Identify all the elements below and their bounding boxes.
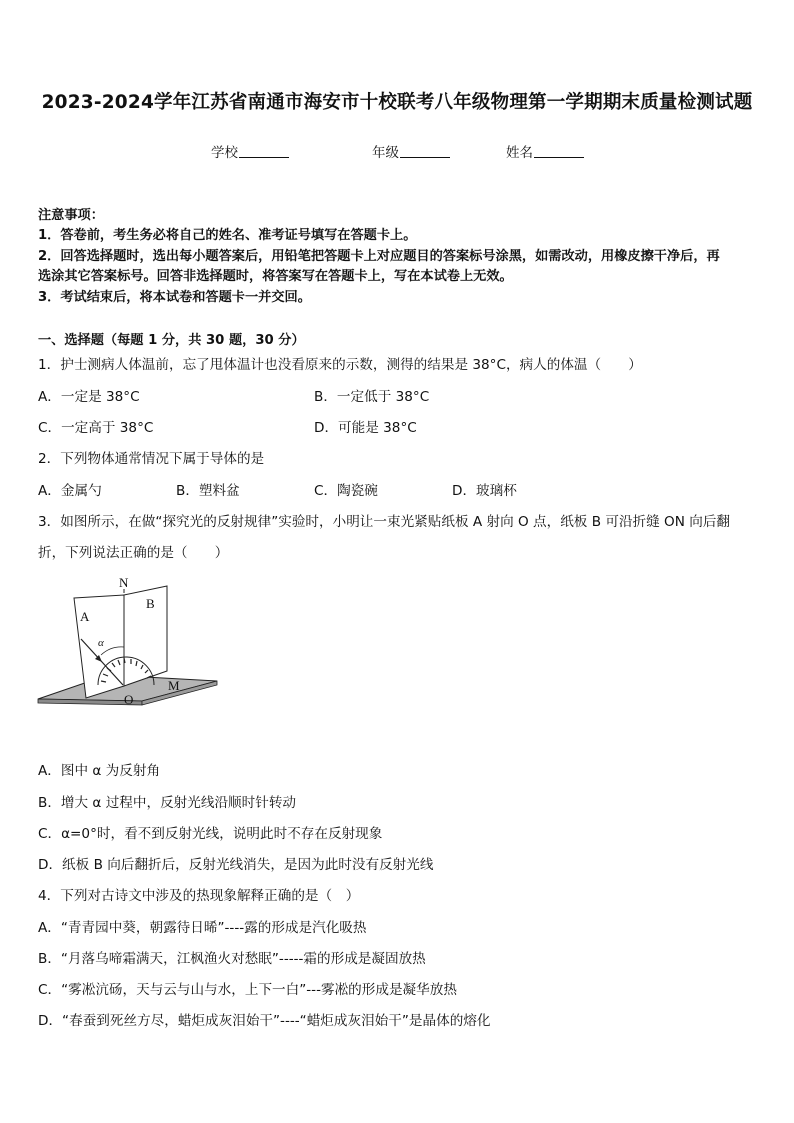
page-title: 2023-2024学年江苏省南通市海安市十校联考八年级物理第一学期期末质量检测试题 <box>41 92 753 113</box>
label-alpha: α <box>98 637 104 649</box>
label-o: O <box>124 692 134 707</box>
label-b: B <box>146 596 155 611</box>
question-3-option-d[interactable]: D．纸板 B 向后翻折后，反射光线消失，是因为此时没有反射光线 <box>38 857 434 873</box>
notice-item-2-cont: 选涂其它答案标号。回答非选择题时，将答案写在答题卡上，写在本试卷上无效。 <box>38 269 513 284</box>
school-label: 学校 <box>211 145 238 161</box>
name-label: 姓名 <box>506 145 533 161</box>
question-2-option-c[interactable]: C．陶瓷碗 <box>314 483 378 499</box>
question-2-stem: 2．下列物体通常情况下属于导体的是 <box>38 451 265 467</box>
question-3-stem-line-2: 折，下列说法正确的是（ ） <box>38 545 229 561</box>
section-heading: 一、选择题（每题 1 分，共 30 题，30 分） <box>38 333 305 348</box>
question-3-option-a[interactable]: A．图中 α 为反射角 <box>38 763 161 779</box>
question-1-option-d[interactable]: D．可能是 38°C <box>314 420 417 436</box>
school-field <box>211 141 289 161</box>
grade-label: 年级 <box>372 145 399 161</box>
question-1-stem: 1．护士测病人体温前，忘了甩体温计也没看原来的示数，测得的结果是 38°C，病人的体温（ ） <box>38 357 642 373</box>
grade-blank[interactable] <box>400 144 450 158</box>
notice-item-2: 2．回答选择题时，选出每小题答案后，用铅笔把答题卡上对应题目的答案标号涂黑，如需改动，用橡皮擦干净后，再 <box>38 249 720 264</box>
name-blank[interactable] <box>534 144 584 158</box>
question-3-option-b[interactable]: B．增大 α 过程中，反射光线沿顺时针转动 <box>38 795 297 811</box>
question-3-option-c[interactable]: C．α=0°时，看不到反射光线，说明此时不存在反射现象 <box>38 826 383 842</box>
notice-heading: 注意事项： <box>38 208 104 223</box>
question-2-option-d[interactable]: D．玻璃杯 <box>452 483 517 499</box>
question-3-stem-line-1: 3．如图所示，在做“探究光的反射规律”实验时，小明让一束光紧贴纸板 A 射向 O 点，纸板 B 可沿折缝 ON 向后翻 <box>38 514 731 530</box>
question-2-option-b[interactable]: B．塑料盆 <box>176 483 240 499</box>
notice-item-3: 3．考试结束后，将本试卷和答题卡一并交回。 <box>38 290 311 305</box>
question-4-option-c[interactable]: C．“雾凇沆砀，天与云与山与水，上下一白”---雾凇的形成是凝华放热 <box>38 982 457 998</box>
label-n: N <box>119 575 129 590</box>
question-1-option-a[interactable]: A．一定是 38°C <box>38 389 140 405</box>
question-4-stem: 4．下列对古诗文中涉及的热现象解释正确的是（ ） <box>38 888 360 904</box>
question-2-option-a[interactable]: A．金属勺 <box>38 483 102 499</box>
question-1-option-c[interactable]: C．一定高于 38°C <box>38 420 154 436</box>
label-a: A <box>80 609 90 624</box>
label-m: M <box>168 678 180 693</box>
school-blank[interactable] <box>239 144 289 158</box>
question-4-option-d[interactable]: D．“春蚕到死丝方尽，蜡炬成灰泪始干”----“蜡炬成灰泪始干”是晶体的熔化 <box>38 1013 491 1029</box>
question-4-option-a[interactable]: A．“青青园中葵，朝露待日晞”----露的形成是汽化吸热 <box>38 920 367 936</box>
name-field <box>506 141 584 161</box>
grade-field <box>372 141 450 161</box>
notice-item-1: 1．答卷前，考生务必将自己的姓名、准考证号填写在答题卡上。 <box>38 228 417 243</box>
question-4-option-b[interactable]: B．“月落乌啼霜满天，江枫渔火对愁眠”-----霜的形成是凝固放热 <box>38 951 426 967</box>
reflection-experiment-figure <box>34 573 224 723</box>
question-1-option-b[interactable]: B．一定低于 38°C <box>314 389 430 405</box>
